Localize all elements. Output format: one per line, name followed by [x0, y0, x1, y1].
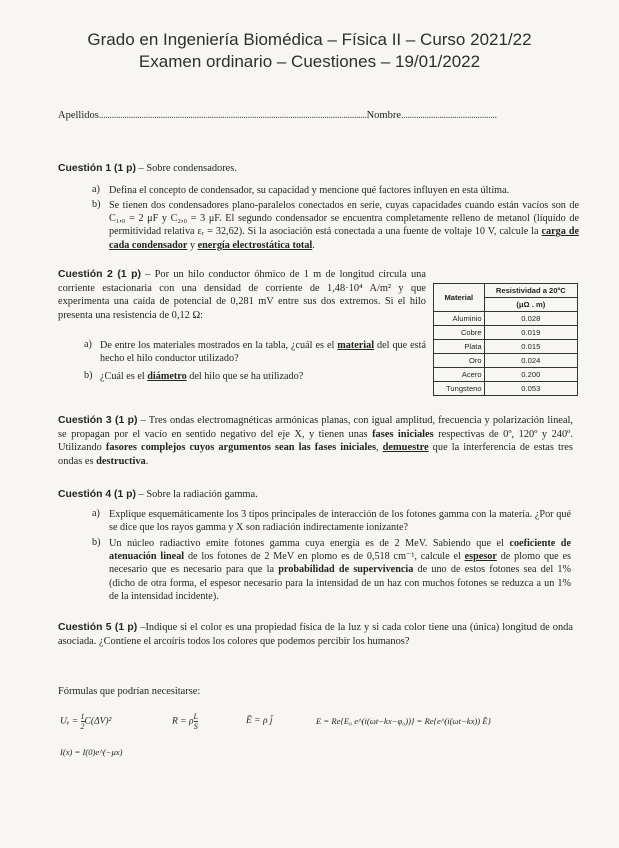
table-cell-value: 0.053 [484, 382, 577, 396]
fraction-denominator: S [193, 722, 198, 731]
table-row [434, 382, 578, 396]
question-4b-bold-probability: probabilidad de supervivencia [278, 564, 414, 576]
question-1-heading-line [58, 162, 568, 176]
question-4-topic: – Sobre la radiación gamma. [135, 489, 258, 500]
table-row [434, 340, 578, 354]
question-1-heading: Cuestión 1 (1 p) [58, 163, 136, 174]
question-4b-text-1: Un núcleo radiactivo emite fotones gamma cuya energía es de 2 MeV. Sabiendo que el [109, 538, 510, 549]
formula-wave: E = Re{E₀ e^(i(ωt−kx−φ₀))} = Re{e^(i(ωt−kx)) Ẽ} [316, 716, 491, 726]
table-cell-value: 0.200 [484, 368, 577, 382]
formulas-title: Fórmulas que podrían necesitarse: [58, 686, 201, 697]
formula-resistance [172, 712, 198, 731]
exam-subtitle: Examen ordinario – Cuestiones – 19/01/2022 [138, 52, 481, 71]
question-1b-bold-charge: carga de cada condensador [109, 226, 580, 251]
table-cell-material: Aluminio [434, 312, 485, 326]
question-3-bold-phasors: fasores complejos cuyos argumentos sean las fases iniciales [105, 442, 376, 453]
question-3-heading: Cuestión 3 (1 p) [58, 415, 138, 426]
question-2a-text [100, 339, 426, 365]
formula-energy [60, 712, 111, 731]
question-1b-text [109, 199, 579, 252]
table-row [434, 354, 578, 368]
formula-resistance-fraction [194, 712, 198, 731]
question-3-text-2: respectivas de 0º, 120º y 240º. Utilizando [58, 428, 574, 453]
question-2a-body: De entre los materiales mostrados en la tabla, ¿cuál es el [100, 340, 338, 351]
table-row [434, 368, 578, 382]
table-header-row [434, 284, 578, 298]
question-2b-text [100, 370, 426, 383]
question-2-text: – Por un hilo conductor óhmico de 1 m de longitud circula una corriente estacionaria con una densidad de corriente de 1,48·10⁴ A/m² y que experimenta una caída de potencial de 0,281 mV entre sus dos extremos. Si el hilo presenta una resistencia de 0,12 Ω: [58, 269, 426, 321]
question-1b-join: y [187, 239, 198, 251]
question-3-bold-phases: fases iniciales [372, 428, 434, 440]
formula-energy-left: Uₑ = [60, 716, 81, 727]
question-4a-text: Explique esquemáticamente los 3 tipos principales de interacción de los fotones gamma con la materia. ¿Por qué se dice que los rayos gamma y X son radiación indirectamente ionizante? [109, 509, 571, 534]
table-cell-material: Plata [434, 340, 485, 354]
table-cell-value: 0.019 [484, 326, 577, 340]
table-cell-value: 0.024 [484, 354, 577, 368]
question-4b-text [109, 537, 571, 603]
table-row [434, 326, 578, 340]
question-5-heading: Cuestión 5 (1 p) [58, 622, 138, 633]
question-4b-bold-coefficient: coeficiente de atenuación lineal [109, 538, 571, 563]
surname-line: .............................................................................................................................. [98, 110, 367, 121]
question-4-heading: Cuestión 4 (1 p) [58, 489, 136, 500]
table-row [434, 312, 578, 326]
exam-title: Grado en Ingeniería Biomédica – Física II – Curso 2021/22 [87, 30, 532, 49]
table-header-unit: (μΩ . m) [484, 298, 577, 312]
question-2a-label: a) [84, 339, 92, 350]
table-header-resistivity: Resistividad a 20ºC [484, 284, 577, 298]
question-4b-text-2: de los fotones de 2 MeV en plomo es de 0,518 cm⁻¹, calcule el [184, 551, 465, 563]
question-4-heading-line [58, 488, 568, 502]
question-1-topic: – Sobre condensadores. [135, 163, 237, 174]
question-3-text-4: que la interferencia de estas tres ondas es [58, 442, 573, 467]
question-2b-label: b) [84, 370, 93, 381]
fraction-numerator: 1 [80, 712, 85, 721]
surname-label: Apellidos [58, 110, 99, 121]
question-1a-label: a) [92, 184, 100, 195]
table-cell-material: Tungsteno [434, 382, 485, 396]
formula-attenuation: I(x) = I(0)e^(−μx) [60, 747, 123, 757]
formula-resistance-left: R = ρ [172, 716, 194, 727]
question-4b-label: b) [92, 537, 101, 548]
question-4b-bold-thickness: espesor [464, 551, 497, 563]
table-cell-value: 0.015 [484, 340, 577, 354]
question-2-intro [58, 268, 426, 322]
name-line: ............................................. [401, 110, 497, 121]
question-2b-bold-diameter: diámetro [147, 371, 187, 382]
question-1b-end: . [312, 239, 315, 251]
question-1b-bold-energy: energía electrostática total [197, 239, 313, 251]
question-3-text-3: , [375, 442, 383, 453]
question-1b-body: Se tienen dos condensadores plano-paralelos conectados en serie, cuyas capacidades cuando están vacíos son de C₁,₀ = 2 μF y C₂,₀ = 3 μF. El segundo condensador se encuentra completamente relleno de metanol (líquido de permitividad relativa εᵣ = 32,62). Si la asociación está conectada a una fuente de voltaje 10 V, calcule la [109, 200, 579, 238]
table-cell-value: 0.028 [484, 312, 577, 326]
table-cell-material: Oro [434, 354, 485, 368]
question-4b-text-4: de uno de estos fotones sea del 1% (dicho de otra forma, el espesor necesario para la intensidad de un haz con muchos fotones se reduzca a un 1% de la intensidad incidente). [109, 564, 571, 602]
question-2a-bold-material: material [337, 340, 375, 351]
formula-energy-right: C(ΔV)² [84, 716, 112, 727]
table-cell-material: Acero [434, 368, 485, 382]
question-3 [58, 414, 573, 468]
question-3-text-1: – Tres ondas electromagnéticas armónicas planas, con igual amplitud, frecuencia y polarización lineal, se propagan por el vacío en sentido negativo del eje X, y tienen unas [58, 415, 573, 440]
question-2-heading: Cuestión 2 (1 p) [58, 269, 141, 280]
question-2a-end: del que está hecho el hilo conductor utilizado? [100, 340, 426, 365]
question-3-bold-demonstrate: demuestre [382, 442, 429, 453]
question-3-bold-destructive: destructiva [96, 455, 146, 467]
formula-ohm: Ē = ρ j̄ [246, 716, 273, 726]
table-header-material: Material [434, 284, 485, 312]
fraction-denominator: 2 [80, 722, 85, 731]
fraction-numerator: L [193, 712, 198, 721]
question-4a-label: a) [92, 508, 100, 519]
resistivity-table [433, 283, 578, 396]
question-1b-label: b) [92, 199, 101, 210]
question-2b-end: del hilo que se ha utilizado? [186, 371, 304, 382]
question-2b-body: ¿Cuál es el [100, 371, 148, 382]
question-5-text: –Indique si el color es una propiedad física de la luz y si cada color tiene una (única) longitud de onda asociada. ¿Contiene el arcoíris todos los colores que podemos percibir los humanos? [58, 622, 573, 647]
table-cell-material: Cobre [434, 326, 485, 340]
name-label: Nombre [366, 110, 402, 121]
question-3-text-5: . [145, 455, 149, 467]
name-fields [58, 110, 568, 121]
question-5 [58, 621, 573, 648]
question-1a-text: Defina el concepto de condensador, su capacidad y mencione qué factores influyen en esta última. [109, 185, 510, 196]
question-4b-text-3: de plomo que es necesario que es necesario para que la [109, 551, 571, 576]
